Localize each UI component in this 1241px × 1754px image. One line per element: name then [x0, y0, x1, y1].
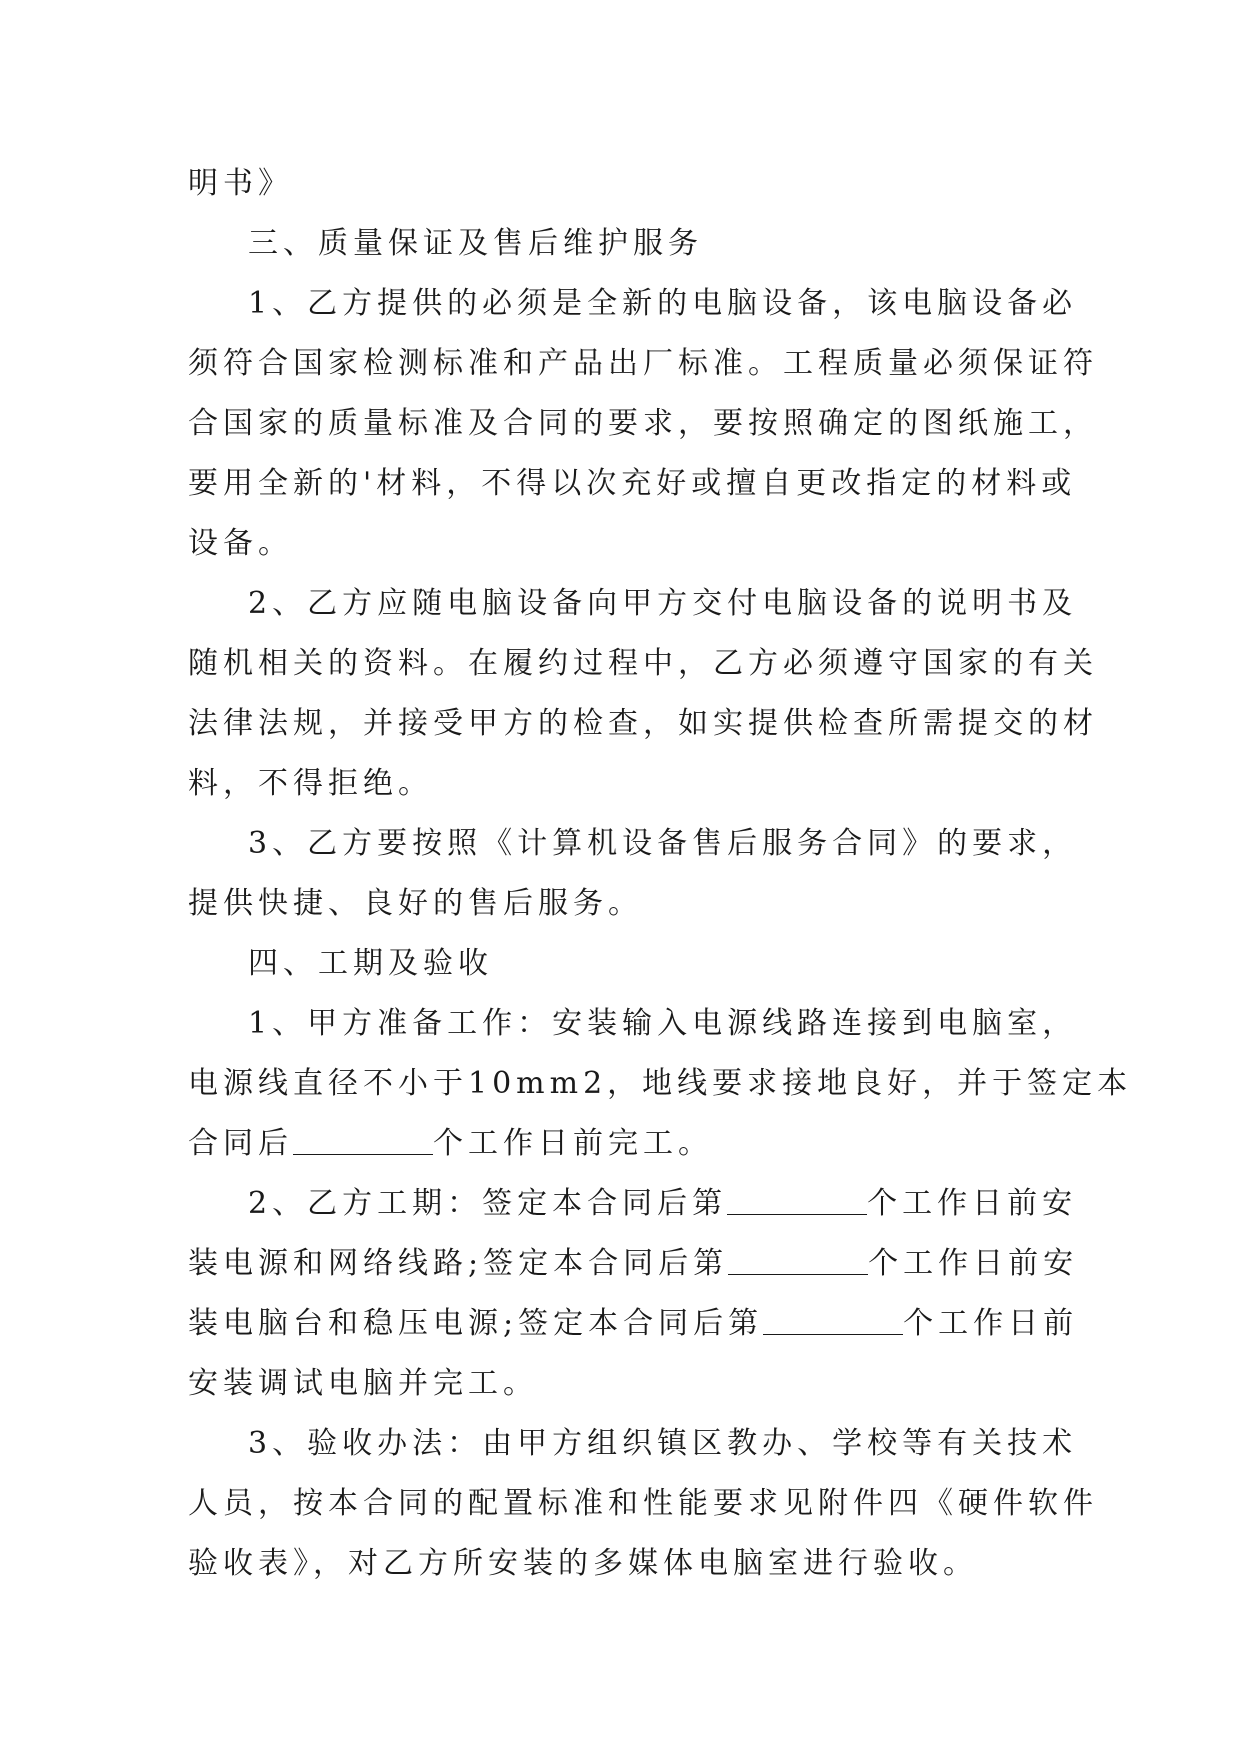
text-line: 1、甲方准备工作：安装输入电源线路连接到电脑室，	[248, 1006, 1078, 1041]
text-segment: 个工作日前安	[868, 1246, 1079, 1281]
text-line: 随机相关的资料。在履约过程中，乙方必须遵守国家的有关	[188, 646, 1098, 681]
text-line: 3、验收办法：由甲方组织镇区教办、学校等有关技术	[248, 1426, 1078, 1461]
document-body	[188, 154, 1133, 1594]
text-segment: 2、乙方工期：签定本合同后第	[248, 1186, 728, 1221]
section-heading: 三、质量保证及售后维护服务	[248, 226, 703, 261]
text-line: 1、乙方提供的必须是全新的电脑设备，该电脑设备必	[248, 286, 1078, 321]
text-line: 要用全新的'材料，不得以次充好或擅自更改指定的材料或	[188, 466, 1077, 501]
text-line: 须符合国家检测标准和产品出厂标准。工程质量必须保证符	[188, 346, 1098, 381]
text-line: 安装调试电脑并完工。	[188, 1366, 538, 1401]
text-line: 设备。	[188, 526, 293, 561]
text-line: 验收表》，对乙方所安装的多媒体电脑室进行验收。	[188, 1546, 978, 1581]
fill-in-blank	[727, 1180, 867, 1215]
text-line: 合国家的质量标准及合同的要求，要按照确定的图纸施工，	[188, 406, 1098, 441]
fill-in-blank	[728, 1240, 868, 1275]
text-line	[188, 1234, 1079, 1294]
text-segment: 个工作日前完工。	[433, 1126, 713, 1161]
text-segment: 个工作日前	[903, 1306, 1079, 1341]
fill-in-blank	[293, 1120, 433, 1155]
text-line	[188, 1114, 1054, 1174]
text-segment: 个工作日前安	[867, 1186, 1078, 1221]
text-segment: 合同后	[188, 1126, 293, 1161]
text-line: 料，不得拒绝。	[188, 766, 433, 801]
fill-in-blank	[763, 1300, 903, 1335]
text-line	[188, 1294, 1079, 1354]
text-line	[188, 1174, 1078, 1234]
text-line: 3、乙方要按照《计算机设备售后服务合同》的要求，	[248, 826, 1078, 861]
text-line: 2、乙方应随电脑设备向甲方交付电脑设备的说明书及	[248, 586, 1078, 621]
text-line: 人员，按本合同的配置标准和性能要求见附件四《硬件软件	[188, 1486, 1098, 1521]
section-heading: 四、工期及验收	[248, 946, 493, 981]
text-line: 法律法规，并接受甲方的检查，如实提供检查所需提交的材	[188, 706, 1098, 741]
text-line: 电源线直径不小于10mm2，地线要求接地良好，并于签定本	[188, 1066, 1133, 1101]
text-line: 提供快捷、良好的售后服务。	[188, 886, 643, 921]
text-line: 明书》	[188, 166, 293, 201]
text-segment: 装电脑台和稳压电源;签定本合同后第	[188, 1306, 764, 1341]
text-segment: 装电源和网络线路;签定本合同后第	[188, 1246, 729, 1281]
